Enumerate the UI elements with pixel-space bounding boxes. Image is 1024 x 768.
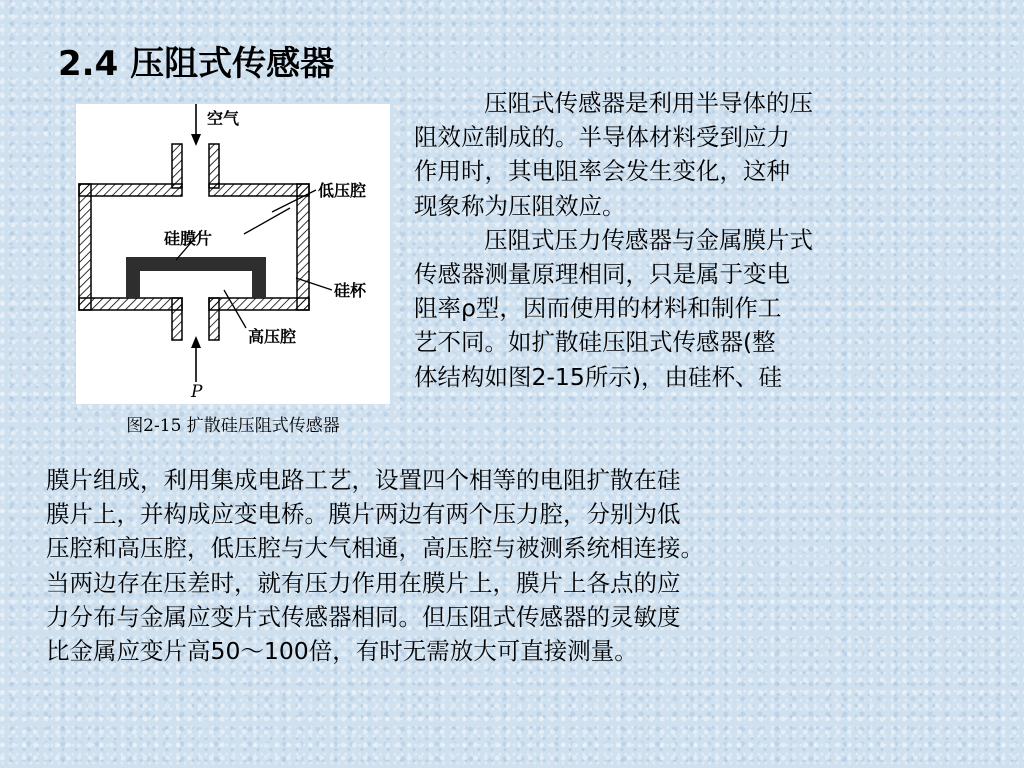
housing-left-wall [79, 184, 91, 310]
lower-pipe-right-wall [209, 298, 219, 340]
text-line: 压阻式传感器是利用半导体的压 [484, 89, 813, 117]
text-line: 比金属应变片高50～100倍，有时无需放大可直接测量。 [46, 636, 638, 665]
label-air: 空气 [207, 109, 240, 128]
text-line: 阻效应制成的。半导体材料受到应力 [414, 123, 790, 152]
pressure-arrow-head [191, 336, 201, 348]
text-line: 体结构如图2-15所示)，由硅杯、硅 [414, 362, 783, 391]
housing-right-wall [297, 184, 309, 310]
housing-top-right [209, 184, 309, 196]
body-text-bottom [46, 463, 1006, 668]
text-line: 作用时，其电阻率会发生变化，这种 [414, 157, 790, 186]
text-line: 膜片组成，利用集成电路工艺，设置四个相等的电阻扩散在硅 [46, 466, 681, 494]
air-arrow-head [191, 134, 201, 146]
sensor-diagram [76, 104, 390, 404]
label-high-pressure-chamber: 高压腔 [248, 327, 297, 346]
upper-pipe-left-wall [172, 144, 182, 188]
slide-title: 2.4 压阻式传感器 [58, 44, 335, 84]
body-text-right-column [414, 86, 974, 394]
silicon-cup [126, 257, 266, 298]
label-diaphragm: 硅膜片 [164, 229, 213, 248]
text-line: 现象称为压阻效应。 [414, 191, 626, 220]
lower-pipe-left-wall [172, 298, 182, 340]
text-line: 力分布与金属应变片式传感器相同。但压阻式传感器的灵敏度 [46, 602, 681, 631]
text-line: 当两边存在压差时，就有压力作用在膜片上，膜片上各点的应 [46, 568, 681, 597]
text-line: 传感器测量原理相同，只是属于变电 [414, 259, 790, 288]
sensor-diagram-svg [76, 104, 390, 404]
label-silicon-cup: 硅杯 [334, 281, 367, 300]
text-line: 阻率ρ型，因而使用的材料和制作工 [414, 294, 782, 323]
text-line: 艺不同。如扩散硅压阻式传感器(整 [414, 328, 776, 357]
text-line: 压阻式压力传感器与金属膜片式 [484, 225, 813, 254]
figure-caption: 图2-15 扩散硅压阻式传感器 [126, 416, 340, 436]
label-pressure: P [191, 382, 203, 402]
label-low-pressure-chamber: 低压腔 [318, 181, 367, 200]
housing-bottom-left [79, 298, 182, 310]
upper-pipe-right-wall [209, 144, 219, 188]
text-line: 膜片上，并构成应变电桥。膜片两边有两个压力腔，分别为低 [46, 500, 681, 529]
text-line: 压腔和高压腔，低压腔与大气相通，高压腔与被测系统相连接。 [46, 534, 704, 563]
housing-top-left [79, 184, 182, 196]
housing-bottom-right [209, 298, 309, 310]
leader-diaphragm-low [244, 208, 290, 234]
